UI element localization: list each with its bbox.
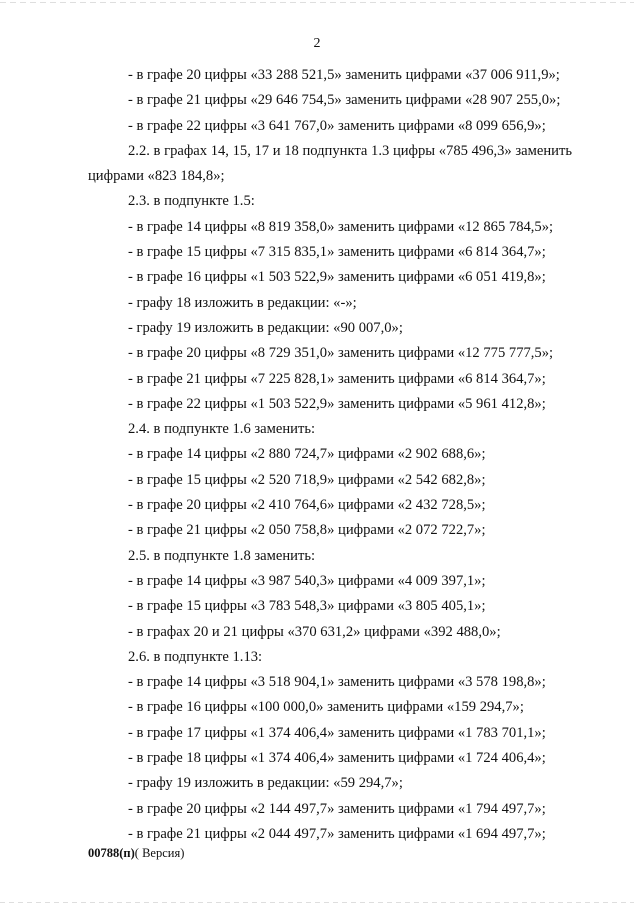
document-code: 00788(п) (88, 846, 135, 860)
text-line: 2.3. в подпункте 1.5: (128, 193, 255, 210)
text-line: - в графе 14 цифры «8 819 358,0» заменить цифрами «12 865 784,5»; (128, 218, 554, 235)
text-line: - в графе 15 цифры «3 783 548,3» цифрами «3 805 405,1»; (128, 598, 486, 615)
document-footer (88, 846, 184, 861)
page-number: 2 (313, 36, 321, 51)
text-line: 2.6. в подпункте 1.13: (128, 648, 263, 665)
text-line: - в графе 15 цифры «7 315 835,1» заменить цифрами «6 814 364,7»; (128, 244, 546, 261)
text-line: 2.5. в подпункте 1.8 заменить: (128, 547, 316, 564)
text-line: - в графе 21 цифры «2 050 758,8» цифрами «2 072 722,7»; (128, 522, 486, 539)
page-bottom-edge (0, 902, 634, 903)
text-line: - в графе 20 цифры «2 144 497,7» заменить цифрами «1 794 497,7»; (128, 800, 546, 817)
text-line: - в графе 15 цифры «2 520 718,9» цифрами «2 542 682,8»; (128, 471, 486, 488)
text-line: - в графе 21 цифры «7 225 828,1» заменить цифрами «6 814 364,7»; (128, 370, 546, 387)
text-line: - в графах 20 и 21 цифры «370 631,2» цифрами «392 488,0»; (128, 623, 501, 640)
page-top-edge (0, 2, 634, 3)
text-line: - в графе 21 цифры «29 646 754,5» заменить цифрами «28 907 255,0»; (128, 92, 561, 109)
text-line: 2.4. в подпункте 1.6 заменить: (128, 421, 316, 438)
document-body (88, 63, 608, 847)
text-line: - графу 19 изложить в редакции: «90 007,0»; (128, 319, 403, 336)
text-line: - в графе 22 цифры «1 503 522,9» заменить цифрами «5 961 412,8»; (128, 395, 546, 412)
document-version: ( Версия) (134, 846, 185, 860)
text-line: - графу 19 изложить в редакции: «59 294,7»; (128, 775, 403, 792)
text-line: 2.2. в графах 14, 15, 17 и 18 подпункта 1.3 цифры «785 496,3» заменить (128, 142, 572, 159)
text-line: - в графе 20 цифры «2 410 764,6» цифрами «2 432 728,5»; (128, 497, 486, 514)
text-line: - в графе 22 цифры «3 641 767,0» заменить цифрами «8 099 656,9»; (128, 117, 546, 134)
text-line: - в графе 14 цифры «3 987 540,3» цифрами «4 009 397,1»; (128, 572, 486, 589)
text-line: - в графе 20 цифры «8 729 351,0» заменить цифрами «12 775 777,5»; (128, 345, 554, 362)
text-line: - в графе 18 цифры «1 374 406,4» заменить цифрами «1 724 406,4»; (128, 750, 546, 767)
text-line: цифрами «823 184,8»; (88, 168, 225, 185)
text-line: - в графе 14 цифры «3 518 904,1» заменить цифрами «3 578 198,8»; (128, 674, 546, 691)
text-line: - графу 18 изложить в редакции: «-»; (128, 294, 357, 311)
text-line: - в графе 20 цифры «33 288 521,5» заменить цифрами «37 006 911,9»; (128, 67, 560, 83)
text-line: - в графе 16 цифры «1 503 522,9» заменить цифрами «6 051 419,8»; (128, 269, 546, 286)
text-line: - в графе 16 цифры «100 000,0» заменить цифрами «159 294,7»; (128, 699, 524, 716)
text-line: - в графе 14 цифры «2 880 724,7» цифрами «2 902 688,6»; (128, 446, 486, 463)
text-line: - в графе 21 цифры «2 044 497,7» заменить цифрами «1 694 497,7»; (128, 825, 546, 842)
text-line: - в графе 17 цифры «1 374 406,4» заменить цифрами «1 783 701,1»; (128, 724, 546, 741)
